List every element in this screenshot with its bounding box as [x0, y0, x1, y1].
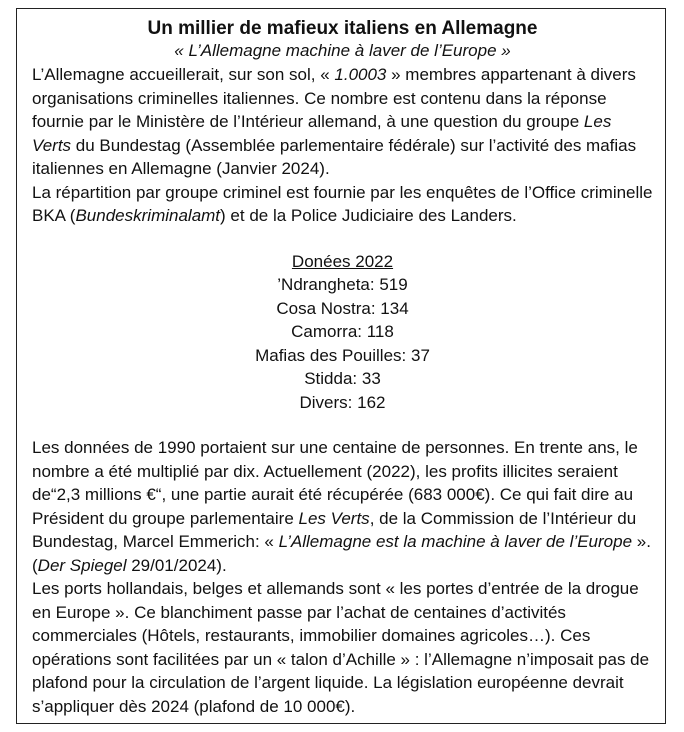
stat-row: Mafias des Pouilles: 37 — [255, 345, 430, 365]
body-text: Les données de 1990 portaient sur une centaine de personnes. En trente ans, le nombre a été multiplié par dix. Actuellement (2022), les profits illicites seraient de“2,3 millions €“, une partie aurait été récupérée (683 000€). Ce qui fait dire au Président du groupe parlementaire — [32, 438, 638, 528]
agency-name: Bundeskriminalamt — [75, 206, 221, 225]
stat-row: ’Ndrangheta: 519 — [277, 275, 408, 294]
body-text: 29/01/2024). — [126, 555, 227, 575]
body-text: ». ( — [32, 532, 651, 575]
intro-text: du Bundestag (Assemblée parlementaire fédérale) sur l’activité des mafias italiennes en Allemagne (Janvier 2024). — [32, 135, 637, 178]
intro-text: » membres appartenant à divers organisations criminelles italiennes. Ce nombre est contenu dans la réponse fournie par le Ministère de l’Intérieur allemand, à une question du groupe — [32, 65, 636, 131]
intro-paragraph — [32, 63, 653, 181]
stat-label: Mafias des Pouilles — [255, 345, 402, 365]
stat-value: 162 — [357, 392, 386, 412]
ports-paragraph: Les ports hollandais, belges et allemands sont « les portes d’entrée de la drogue en Europe ». Ce blanchiment passe par l’achat de centaines d’activités commerciales (Hôtels, restaurants, immobilier domaines agricoles…). Ces opérations sont facilitées par un « talon d’Achille » : l’Allemagne n’imposait pas de plafond pour la circulation de l’argent liquide. La législation européenne devrait s’appliquer dès 2024 (plafond de 10 000€). — [32, 579, 650, 716]
publication-name: Der Spiegel — [37, 555, 127, 575]
stat-label: Camorra — [291, 322, 358, 341]
source-paragraph — [32, 181, 653, 228]
stat-value: 134 — [380, 298, 409, 318]
stat-row: Cosa Nostra: 134 — [276, 298, 409, 318]
party-name: Les Verts — [32, 112, 612, 155]
stat-row: Camorra: 118 — [291, 322, 394, 341]
stats-block — [32, 250, 653, 415]
stat-label: Stidda — [304, 369, 353, 388]
party-name: Les Verts — [298, 508, 370, 528]
intro-text: L’Allemagne accueillerait, sur son sol, « — [32, 65, 335, 84]
stats-heading: Donées 2022 — [291, 251, 394, 271]
stat-value: 37 — [411, 345, 430, 365]
stat-label: Divers — [299, 392, 348, 412]
article-title: Un millier de mafieux italiens en Allemagne — [147, 18, 538, 39]
stat-label: Cosa Nostra — [276, 298, 371, 318]
stat-value: 118 — [366, 322, 394, 341]
article-box — [16, 8, 666, 724]
stat-row: Stidda: 33 — [304, 369, 381, 388]
stat-value: 519 — [379, 275, 408, 294]
body-text: , de la Commission de l’Intérieur du Bundestag, Marcel Emmerich: « — [32, 508, 637, 551]
source-text: La répartition par groupe criminel est fournie par les enquêtes de l’Office criminelle BKA ( — [32, 182, 653, 225]
source-text: ) et de la Police Judiciaire des Landers. — [220, 206, 517, 225]
member-count: 1.0003 — [334, 65, 387, 84]
history-paragraph — [32, 436, 653, 577]
article-subtitle: « L’Allemagne machine à laver de l’Europe » — [174, 41, 511, 60]
stat-value: 33 — [361, 369, 381, 388]
quote: L’Allemagne est la machine à laver de l’Europe — [278, 532, 633, 551]
stat-row: Divers: 162 — [299, 392, 386, 412]
stat-label: ’Ndrangheta — [277, 275, 370, 294]
